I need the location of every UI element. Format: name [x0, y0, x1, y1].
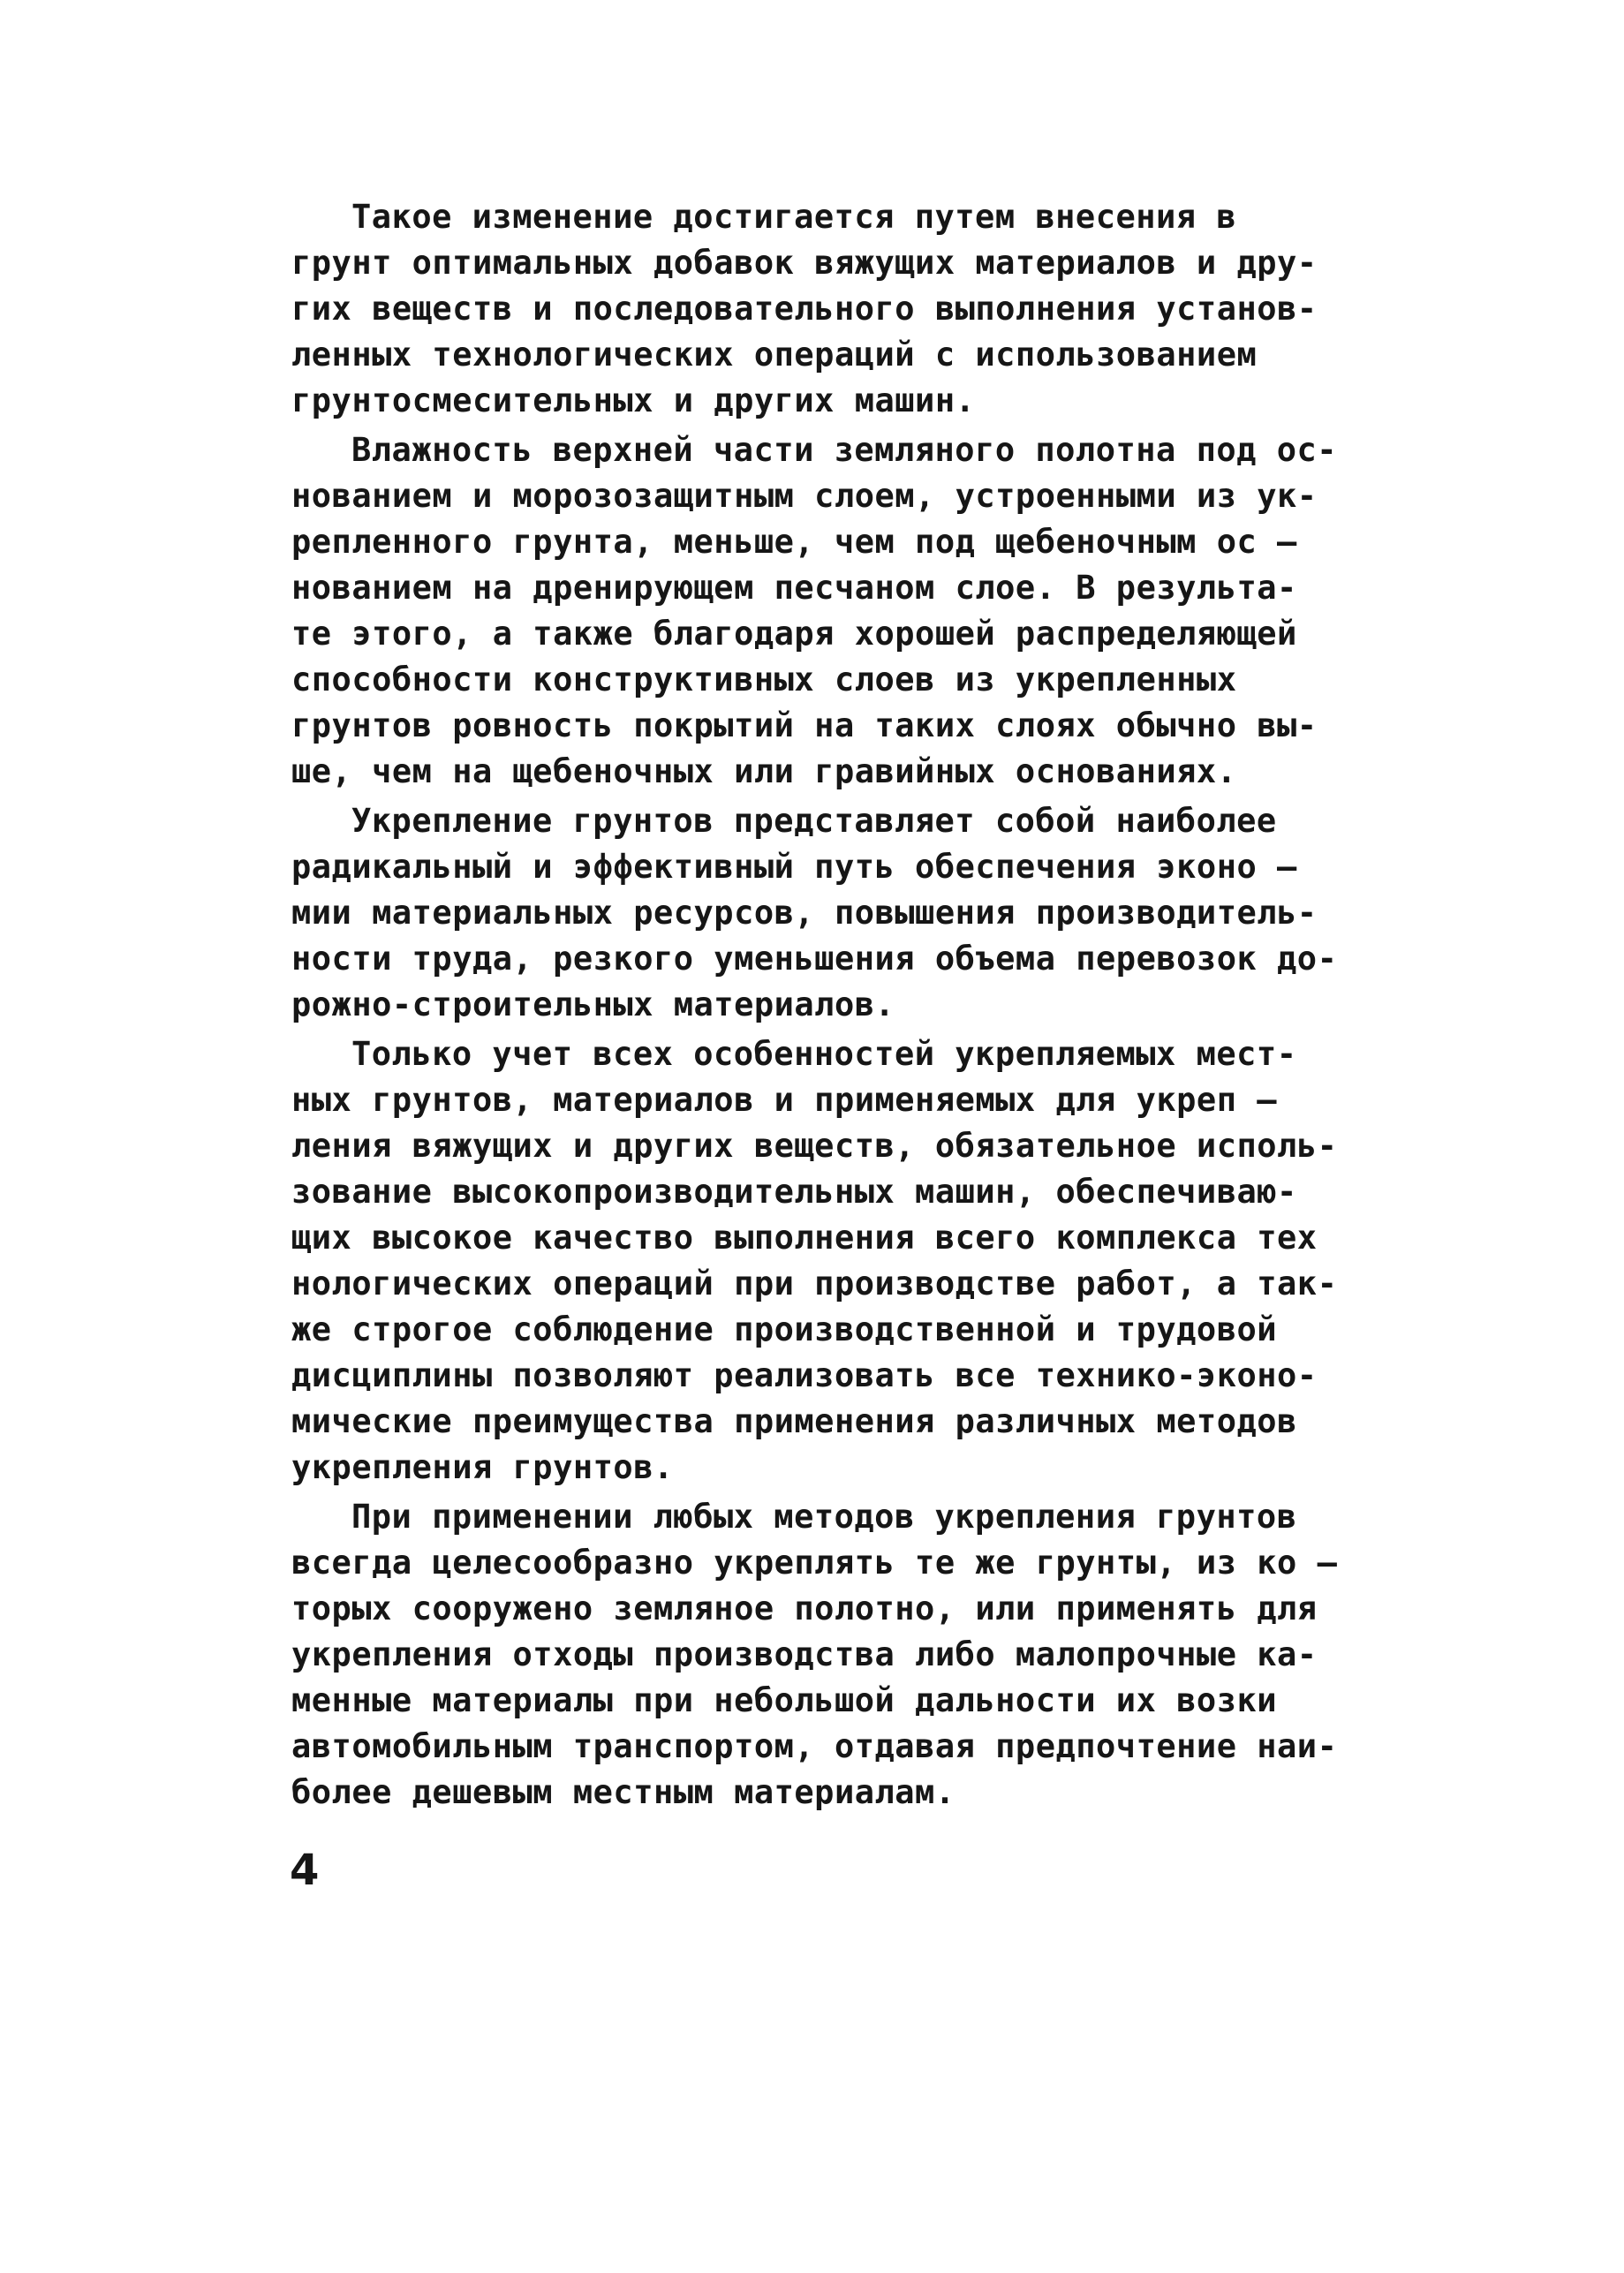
text-line: рожно-строительных материалов. — [291, 985, 895, 1023]
paragraph-2 — [291, 427, 1475, 795]
text-line: торых сооружено земляное полотно, или применять для — [291, 1590, 1318, 1627]
text-line: При применении любых методов укрепления грунтов — [351, 1498, 1297, 1536]
paragraph-1 — [291, 194, 1475, 424]
paragraph-4 — [291, 1031, 1475, 1491]
text-line: грунт оптимальных добавок вяжущих материалов и дру- — [291, 244, 1318, 282]
text-line: радикальный и эффективный путь обеспечения эконо – — [291, 848, 1297, 886]
text-line: же строгое соблюдение производственной и трудовой — [291, 1310, 1278, 1348]
text-line: грунтов ровность покрытий на таких слоях обычно вы- — [291, 706, 1318, 744]
paragraph-5 — [291, 1494, 1475, 1816]
text-line: мические преимущества применения различных методов — [291, 1402, 1297, 1440]
text-line: Укрепление грунтов представляет собой наиболее — [351, 802, 1277, 840]
text-line: способности конструктивных слоев из укрепленных — [291, 661, 1237, 699]
text-line: менные материалы при небольшой дальности их возки — [291, 1681, 1278, 1719]
text-line: репленного грунта, меньше, чем под щебеночным ос – — [291, 523, 1297, 561]
paragraph-3 — [291, 798, 1475, 1028]
text-line: более дешевым местным материалам. — [291, 1773, 956, 1811]
text-line: щих высокое качество выполнения всего комплекса тех — [291, 1219, 1318, 1257]
text-line: грунтосмесительных и других машин. — [291, 381, 976, 419]
text-line: Влажность верхней части земляного полотна под ос- — [351, 431, 1338, 469]
page-number: 4 — [290, 1846, 320, 1895]
text-line: ленных технологических операций с использованием — [291, 336, 1258, 374]
text-line: укрепления отходы производства либо малопрочные ка- — [291, 1635, 1318, 1673]
text-line: ления вяжущих и других веществ, обязательное исполь- — [291, 1127, 1338, 1165]
text-line: нологических операций при производстве работ, а так- — [291, 1265, 1338, 1303]
text-line: ше, чем на щебеночных или гравийных основаниях. — [291, 752, 1237, 790]
body-text — [291, 194, 1475, 1816]
text-line: нованием и морозозащитным слоем, устроенными из ук- — [291, 477, 1318, 515]
text-line: мии материальных ресурсов, повышения производитель- — [291, 894, 1318, 932]
text-line: гих веществ и последовательного выполнения установ- — [291, 290, 1318, 328]
text-line: дисциплины позволяют реализовать все технико-эконо- — [291, 1356, 1318, 1394]
text-line: Такое изменение достигается путем внесения в — [351, 198, 1237, 236]
text-line: всегда целесообразно укреплять те же грунты, из ко – — [291, 1544, 1338, 1582]
text-line: укрепления грунтов. — [291, 1448, 674, 1486]
text-line: автомобильным транспортом, отдавая предпочтение наи- — [291, 1727, 1338, 1765]
text-line: ных грунтов, материалов и применяемых для укреп – — [291, 1081, 1278, 1119]
text-line: зование высокопроизводительных машин, обеспечиваю- — [291, 1173, 1297, 1211]
text-line: нованием на дренирующем песчаном слое. В результа- — [291, 569, 1297, 607]
text-line: ности труда, резкого уменьшения объема перевозок до- — [291, 940, 1338, 978]
text-line: те этого, а также благодаря хорошей распределяющей — [291, 615, 1297, 653]
text-line: Только учет всех особенностей укрепляемых мест- — [351, 1035, 1297, 1073]
